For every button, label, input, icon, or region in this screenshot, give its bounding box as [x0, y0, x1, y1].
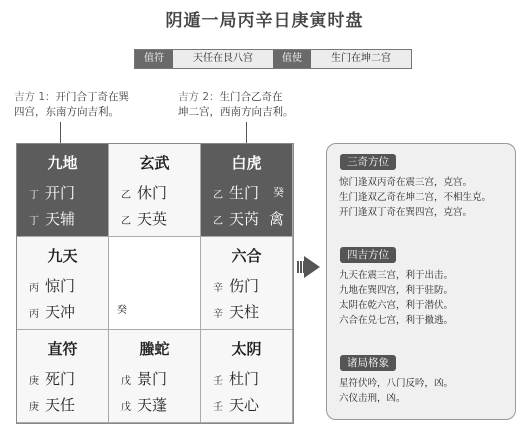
palace-gen — [17, 330, 109, 423]
palace-stem: 辛 — [213, 283, 223, 294]
palace-door: 生门 — [229, 184, 260, 202]
palace-god: 九天 — [47, 247, 78, 265]
page-title: 阴遁一局丙辛日庚寅时盘 — [165, 11, 364, 31]
palace-star: 天冲 — [45, 303, 76, 321]
panel-line: 星符伏吟，八门反吟，凶。 — [339, 378, 454, 389]
palace-center — [109, 237, 201, 330]
palace-star: 天蓬 — [137, 396, 168, 414]
panel-line: 六仪击刑，凶。 — [339, 393, 406, 404]
palace-god: 直符 — [47, 340, 78, 358]
info-bar — [134, 49, 412, 69]
palace-god: 太阴 — [231, 340, 262, 358]
palace-stem: 丙 — [29, 283, 39, 294]
palace-qian — [201, 330, 293, 423]
palace-god: 螣蛇 — [139, 340, 170, 358]
panel-line: 生门逢双乙奇在坤二宫，不相生克。 — [339, 192, 492, 203]
section-tag-sanqi: 三奇方位 — [340, 154, 396, 170]
palace-stem: 乙 — [213, 190, 223, 201]
note2-leader-line — [246, 122, 247, 144]
panel-line: 开门逢双丁奇在巽四宫，克宫。 — [339, 207, 473, 218]
palace-god: 六合 — [231, 247, 262, 265]
palace-side-star: 禽 — [268, 210, 284, 228]
note2-line2: 坤二宫，西南方向吉利。 — [178, 106, 294, 118]
palace-li — [109, 144, 201, 237]
palace-stem: 庚 — [29, 402, 39, 413]
center-stem: 癸 — [117, 305, 127, 316]
note2-head: 吉方 2： — [178, 91, 220, 103]
palace-god: 玄武 — [139, 154, 170, 172]
analysis-panel — [326, 143, 516, 420]
palace-star: 天任 — [45, 396, 76, 414]
lucky-direction-note-1 — [14, 90, 129, 120]
palace-door: 开门 — [45, 184, 76, 202]
palace-stem: 丁 — [29, 216, 39, 227]
palace-door: 惊门 — [45, 277, 76, 295]
palace-door: 死门 — [45, 370, 76, 388]
panel-line: 惊门逢双丙奇在震三宫，克宫。 — [339, 177, 473, 188]
palace-star: 天辅 — [45, 210, 76, 228]
panel-line: 九天在震三宫，利于出击。 — [339, 270, 454, 281]
zhifu-value: 天任在艮八宫 — [173, 50, 273, 68]
section-body-sanqi — [339, 175, 509, 220]
panel-line: 九地在巽四宫，利于驻防。 — [339, 285, 454, 296]
note1-leader-line — [60, 122, 61, 144]
qimen-chart-grid — [16, 143, 294, 424]
palace-god: 九地 — [47, 154, 78, 172]
palace-stem: 乙 — [213, 216, 223, 227]
zhifu-label: 值符 — [135, 50, 173, 68]
section-tag-geju: 诸局格象 — [340, 355, 396, 371]
palace-god: 白虎 — [231, 154, 262, 172]
palace-stem: 乙 — [121, 216, 131, 227]
palace-door: 伤门 — [229, 277, 260, 295]
palace-stem: 丁 — [29, 190, 39, 201]
palace-star: 天英 — [137, 210, 168, 228]
palace-stem: 丙 — [29, 309, 39, 320]
right-arrow-icon — [304, 256, 320, 278]
section-tag-siji: 四吉方位 — [340, 247, 396, 263]
palace-kun — [201, 144, 293, 237]
palace-xun — [17, 144, 109, 237]
palace-star: 天柱 — [229, 303, 260, 321]
panel-line: 六合在兑七宫，利于撤逃。 — [339, 315, 454, 326]
lucky-direction-note-2 — [178, 90, 294, 120]
note1-line1: 开门合丁奇在巽 — [55, 91, 130, 103]
palace-kan — [109, 330, 201, 423]
palace-stem: 戊 — [121, 402, 131, 413]
note1-line2: 四宫，东南方向吉利。 — [14, 106, 119, 118]
palace-zhen — [17, 237, 109, 330]
panel-line: 太阴在乾六宫，利于潜伏。 — [339, 300, 454, 311]
palace-stem: 壬 — [213, 376, 223, 387]
palace-stem: 辛 — [213, 309, 223, 320]
palace-dui — [201, 237, 293, 330]
note2-line1: 生门合乙奇在 — [219, 91, 283, 103]
palace-stem: 戊 — [121, 376, 131, 387]
zhishi-value: 生门在坤二宫 — [311, 50, 411, 68]
section-body-geju — [339, 376, 509, 406]
note1-head: 吉方 1： — [14, 91, 56, 103]
section-body-siji — [339, 268, 509, 328]
palace-stem: 乙 — [121, 190, 131, 201]
palace-star: 天芮 — [229, 210, 260, 228]
palace-door: 景门 — [137, 370, 168, 388]
zhishi-label: 值使 — [273, 50, 311, 68]
palace-door: 杜门 — [229, 370, 260, 388]
palace-stem: 庚 — [29, 376, 39, 387]
palace-door: 休门 — [137, 184, 168, 202]
palace-star: 天心 — [229, 396, 260, 414]
palace-side-stem: 癸 — [273, 186, 284, 199]
palace-stem: 壬 — [213, 402, 223, 413]
